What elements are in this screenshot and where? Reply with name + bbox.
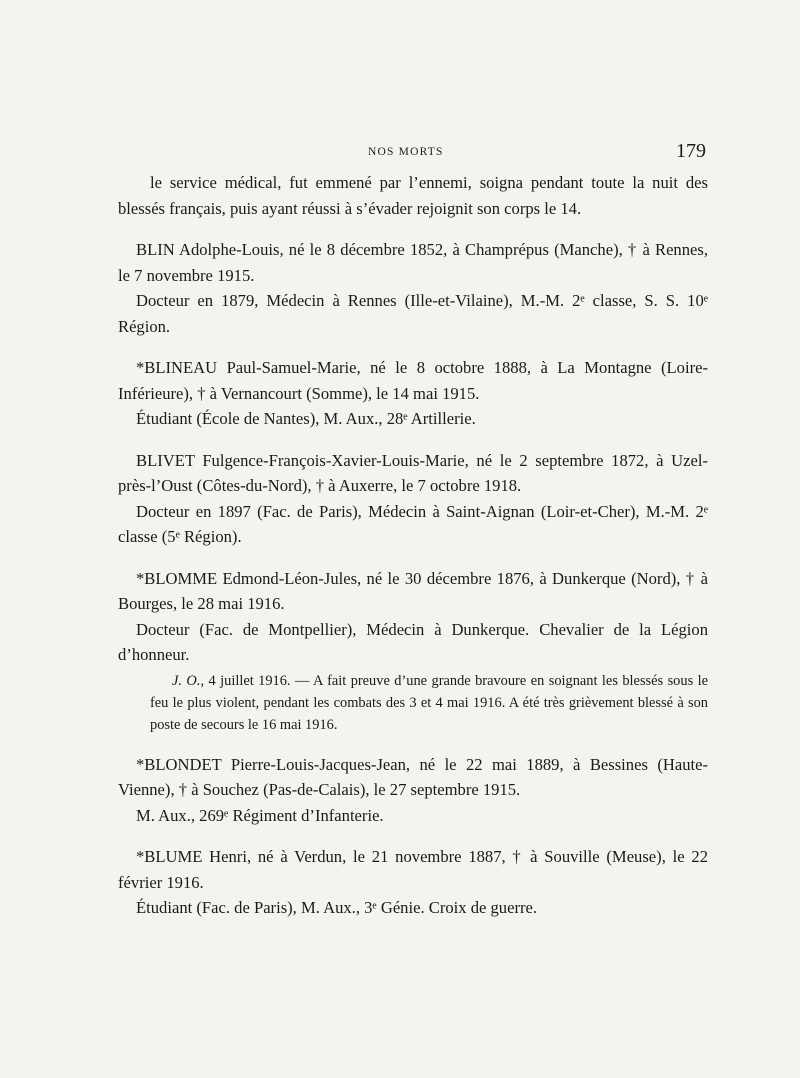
entry-blin bbox=[118, 237, 708, 339]
citation-quote bbox=[150, 670, 708, 736]
entry-blivet bbox=[118, 448, 708, 550]
entry-detail: Docteur en 1879, Médecin à Rennes (Ille-et-Vilaine), M.-M. 2ᵉ classe, S. S. 10ᵉ Région. bbox=[118, 291, 708, 336]
running-head bbox=[118, 140, 708, 170]
entry-blomme bbox=[118, 566, 708, 736]
entry-blineau bbox=[118, 355, 708, 432]
entry-head: BLIVET Fulgence-François-Xavier-Louis-Marie, né le 2 septembre 1872, à Uzel-près-l’Oust (Côtes-du-Nord), † à Auxerre, le 7 octobre 1918. bbox=[118, 450, 708, 495]
running-title: NOS MORTS bbox=[368, 146, 444, 158]
entry-head: *BLUME Henri, né à Verdun, le 21 novembre 1887, † à Souville (Meuse), le 22 février 1916. bbox=[118, 847, 708, 892]
continuation-paragraph: le service médical, fut emmené par l’ennemi, soigna pendant toute la nuit des blessés français, puis ayant réussi à s’évader rejoignit son corps le 14. bbox=[118, 173, 708, 218]
entry-head: BLIN Adolphe-Louis, né le 8 décembre 1852, à Champrépus (Manche), † à Rennes, le 7 novembre 1915. bbox=[118, 240, 708, 285]
entry-detail: M. Aux., 269ᵉ Régiment d’Infanterie. bbox=[136, 805, 384, 825]
entry-head: *BLONDET Pierre-Louis-Jacques-Jean, né le 22 mai 1889, à Bessines (Haute-Vienne), † à Souchez (Pas-de-Calais), le 27 septembre 1915. bbox=[118, 754, 708, 799]
entry-head: *BLOMME Edmond-Léon-Jules, né le 30 décembre 1876, à Dunkerque (Nord), † à Bourges, le 28 mai 1916. bbox=[118, 568, 708, 613]
entry-detail: Étudiant (Fac. de Paris), M. Aux., 3ᵉ Génie. Croix de guerre. bbox=[136, 898, 538, 917]
citation-paragraph bbox=[150, 670, 708, 736]
citation-source: J. O. bbox=[172, 672, 201, 689]
entry-head: *BLINEAU Paul-Samuel-Marie, né le 8 octobre 1888, à La Montagne (Loire-Inférieure), † à Vernancourt (Somme), le 14 mai 1915. bbox=[118, 358, 708, 403]
page-number: 179 bbox=[676, 140, 706, 162]
entry-blondet bbox=[118, 752, 708, 829]
entry-detail: Étudiant (École de Nantes), M. Aux., 28ᵉ Artillerie. bbox=[136, 409, 476, 428]
entry-detail: Docteur (Fac. de Montpellier), Médecin à Dunkerque. Chevalier de la Légion d’honneur. bbox=[118, 619, 708, 664]
body-text bbox=[118, 170, 708, 921]
citation-text: , 4 juillet 1916. — A fait preuve d’une grande bravoure en soignant les blessés sous le feu le plus violent, pendant les combats des 3 et 4 mai 1916. A été très grièvement blessé à son poste de secours le 16 mai 1916. bbox=[150, 672, 709, 733]
entry-blume bbox=[118, 844, 708, 921]
entry-detail: Docteur en 1897 (Fac. de Paris), Médecin à Saint-Aignan (Loir-et-Cher), M.-M. 2ᵉ classe (5ᵉ Région). bbox=[118, 501, 708, 546]
